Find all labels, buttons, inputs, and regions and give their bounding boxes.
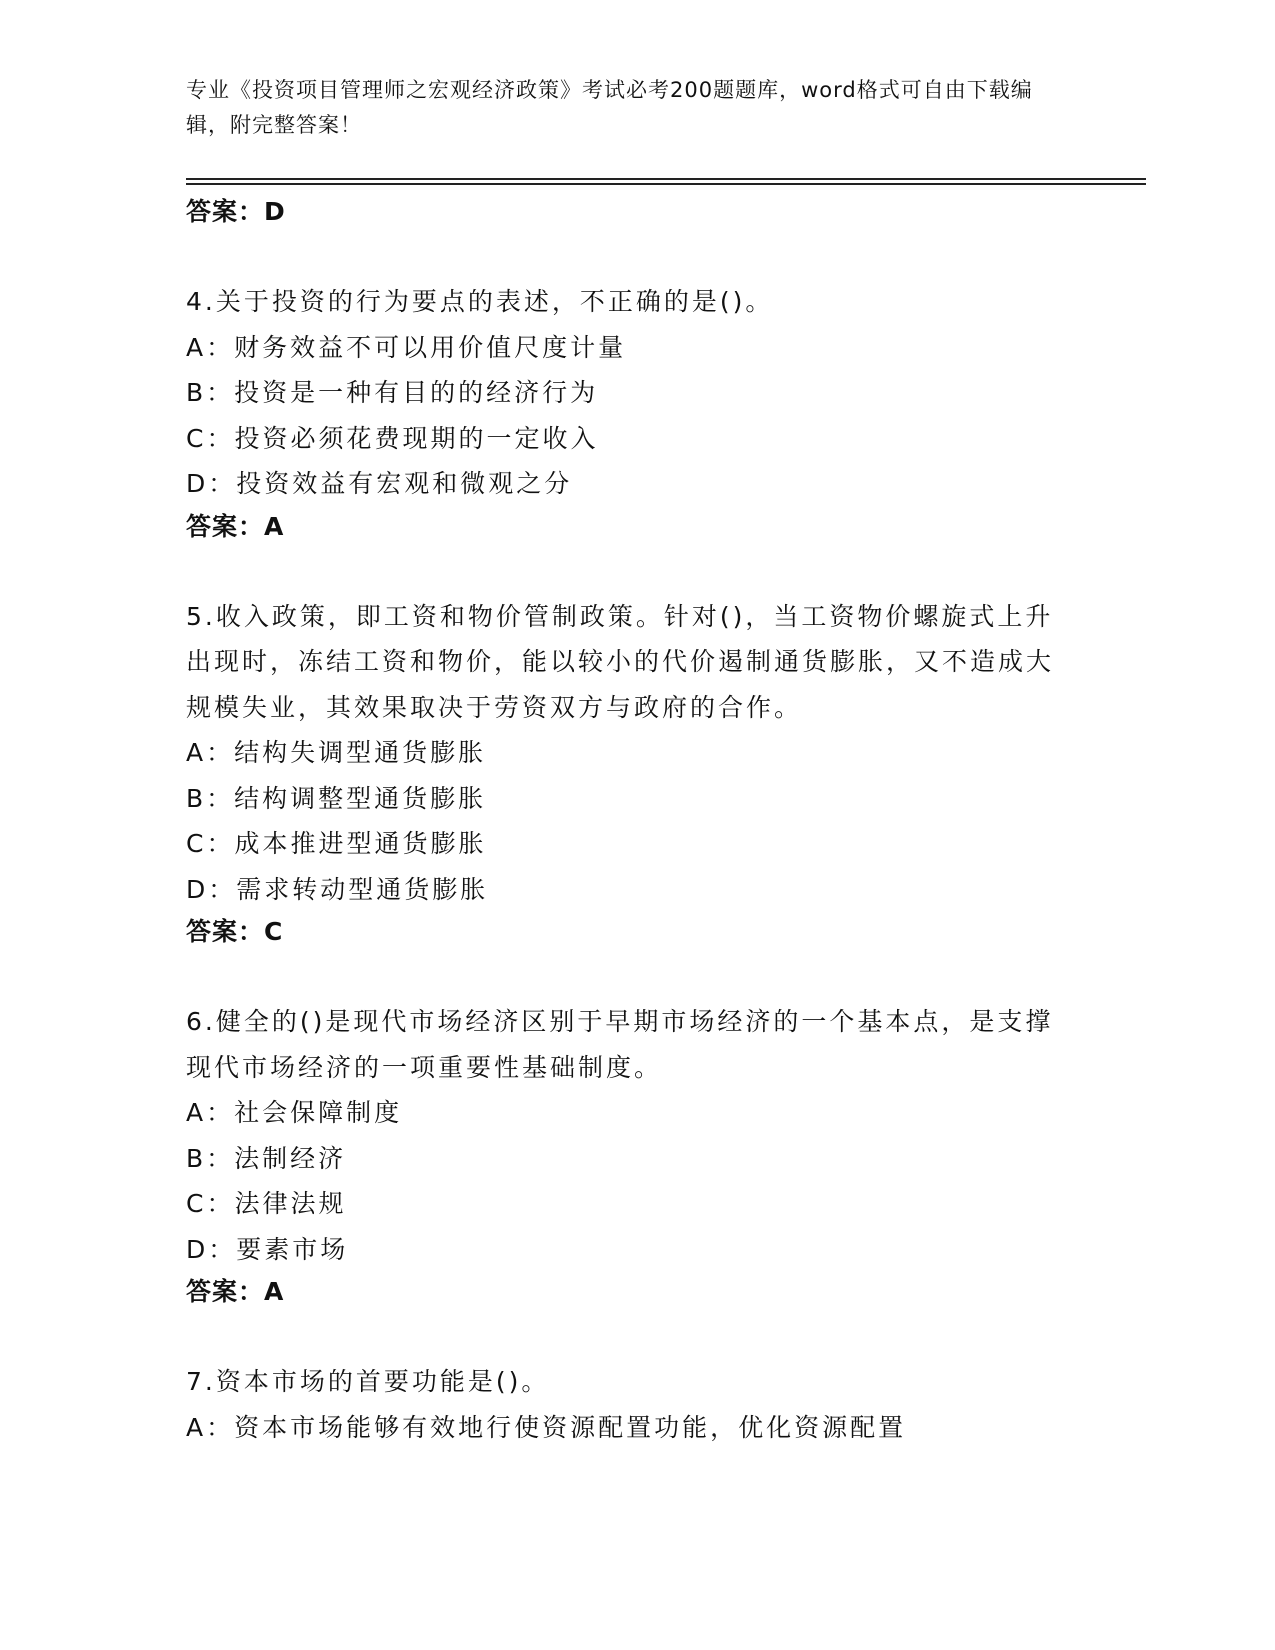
option-d: D：要素市场 <box>186 1234 349 1264</box>
option-a: A：财务效益不可以用价值尺度计量 <box>186 332 627 362</box>
option-b: B：结构调整型通货膨胀 <box>186 783 487 813</box>
answer-line: 答案：C <box>186 917 284 946</box>
question-stem: 7.资本市场的首要功能是()。 <box>186 1367 550 1396</box>
option-c: C：成本推进型通货膨胀 <box>186 829 487 858</box>
question-item <box>186 1359 1076 1450</box>
question-stem: 6.健全的()是现代市场经济区别于早期市场经济的一个基本点，是支撑现代市场经济的一项重要性基础制度。 <box>186 1007 1054 1082</box>
option-b: B：法制经济 <box>186 1143 347 1173</box>
option-b: B：投资是一种有目的的经济行为 <box>186 378 599 407</box>
question-item <box>186 594 1076 953</box>
answer-line: 答案：A <box>186 511 285 541</box>
header-rule-top <box>186 178 1146 180</box>
option-c: C：投资必须花费现期的一定收入 <box>186 423 599 453</box>
question-stem: 5.收入政策，即工资和物价管制政策。针对()，当工资物价螺旋式上升出现时，冻结工资和物价，能以较小的代价遏制通货膨胀，又不造成大规模失业，其效果取决于劳资双方与政府的合作。 <box>186 601 1055 722</box>
option-d: D：投资效益有宏观和微观之分 <box>186 469 573 498</box>
option-c: C：法律法规 <box>186 1189 347 1218</box>
answer-line: 答案：A <box>186 1277 285 1306</box>
option-a: A：社会保障制度 <box>186 1098 403 1127</box>
question-stem: 4.关于投资的行为要点的表述，不正确的是()。 <box>186 287 774 316</box>
option-a: A：结构失调型通货膨胀 <box>186 738 487 767</box>
answer-line: 答案：D <box>186 197 286 226</box>
header-rule-bottom <box>186 183 1146 185</box>
question-item <box>186 279 1076 547</box>
document-header: 专业《投资项目管理师之宏观经济政策》考试必考200题题库，word格式可自由下载编辑，附完整答案！ <box>186 78 1033 137</box>
question-list <box>186 190 1076 1450</box>
option-a: A：资本市场能够有效地行使资源配置功能，优化资源配置 <box>186 1412 907 1442</box>
option-d: D：需求转动型通货膨胀 <box>186 874 489 904</box>
question-item <box>186 999 1076 1312</box>
